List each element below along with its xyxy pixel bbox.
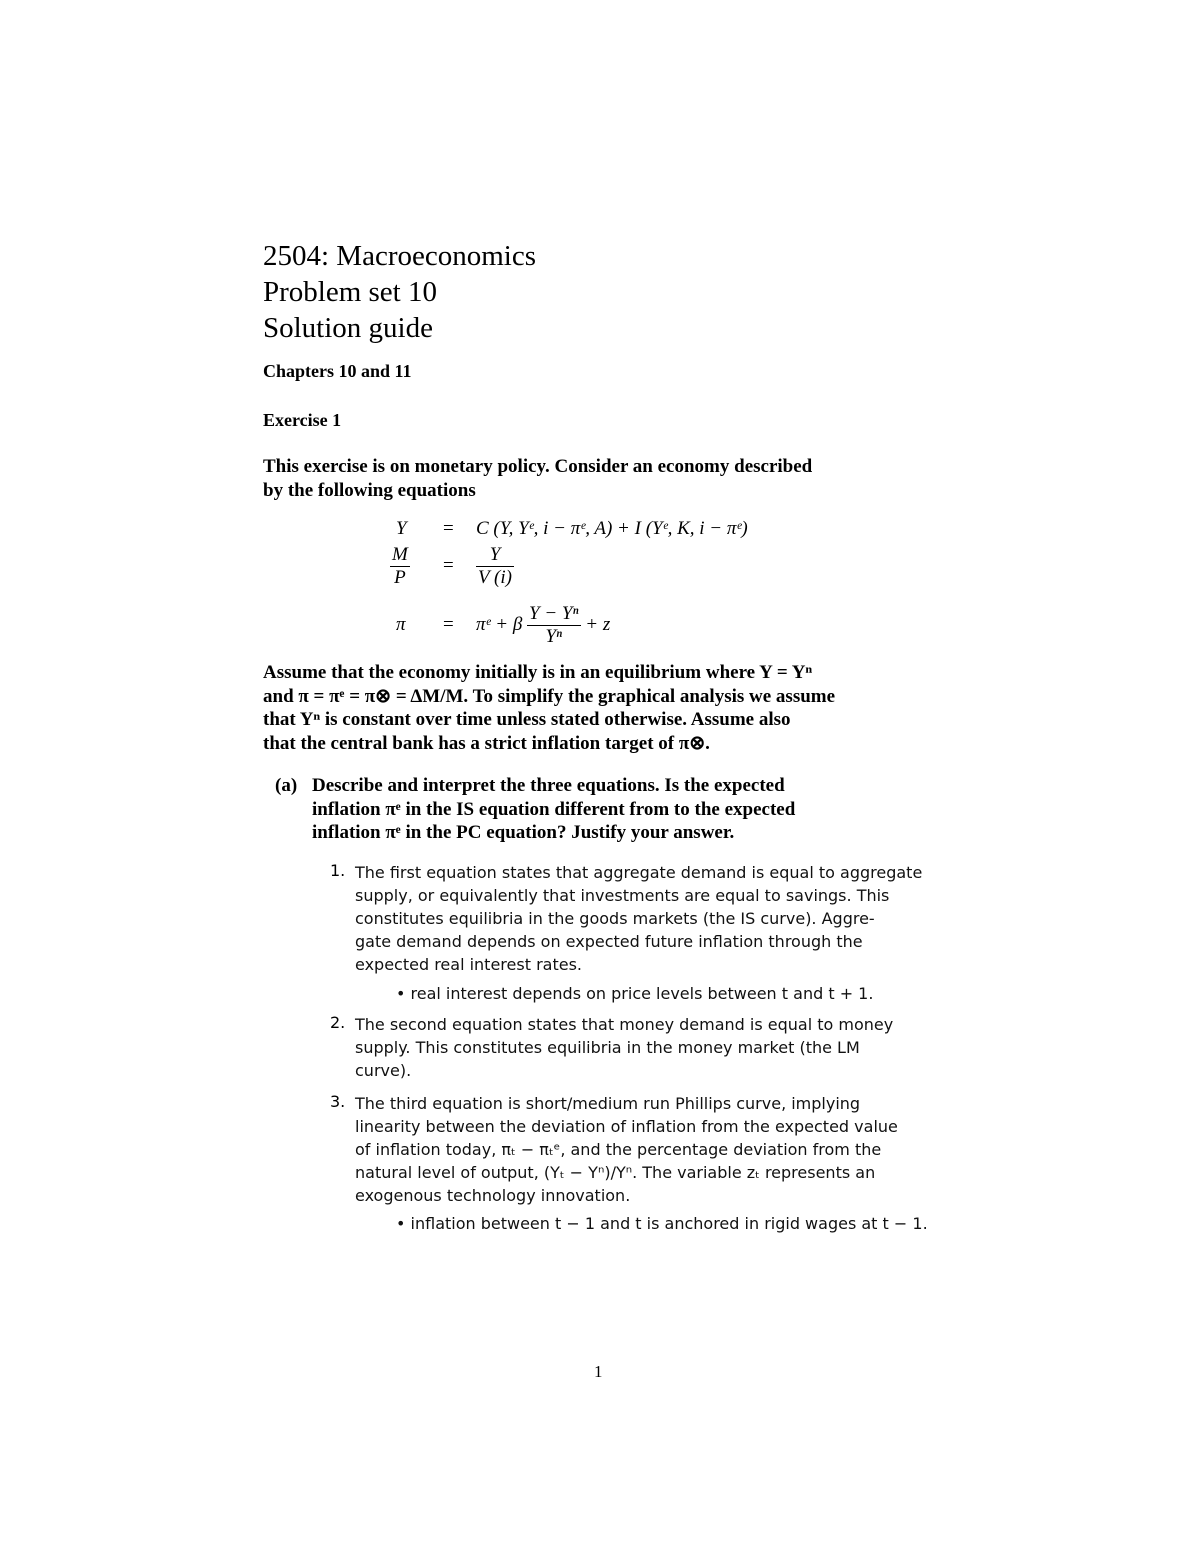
eq3-rhs-post: + z bbox=[585, 613, 611, 635]
eq1-equals: = bbox=[443, 518, 454, 539]
answer-line: expected real interest rates. bbox=[355, 955, 582, 974]
answer-line: linearity between the deviation of inflation from the expected value bbox=[355, 1117, 898, 1136]
course-title: 2504: Macroeconomics bbox=[263, 240, 537, 272]
assumption-paragraph bbox=[263, 661, 936, 755]
eq1-rhs: C (Y, Yᵉ, i − πᵉ, A) + I (Yᵉ, K, i − πᵉ) bbox=[476, 518, 748, 539]
intro-paragraph bbox=[263, 455, 936, 502]
assumption-line: that the central bank has a strict inflation target of π⊗. bbox=[263, 732, 710, 754]
answer-line: constitutes equilibria in the goods markets (the IS curve). Aggre- bbox=[355, 909, 875, 928]
eq3-rhs-den: Yⁿ bbox=[545, 626, 563, 647]
answer-line: natural level of output, (Yₜ − Yⁿ)/Yⁿ. The variable zₜ represents an bbox=[355, 1163, 876, 1182]
answer-line: The second equation states that money demand is equal to money bbox=[355, 1015, 894, 1034]
eq3-rhs bbox=[476, 603, 610, 648]
assumption-line: Assume that the economy initially is in an equilibrium where Y = Yⁿ bbox=[263, 662, 813, 683]
eq3-rhs-pre: πᵉ + β bbox=[476, 613, 523, 635]
answer-item-3 bbox=[355, 1092, 937, 1207]
answer-item-3-bullet: • inflation between t − 1 and t is anchored in rigid wages at t − 1. bbox=[396, 1214, 928, 1233]
answer-item-number: 1. bbox=[330, 861, 346, 880]
answer-line: of inflation today, πₜ − πₜᵉ, and the percentage deviation from the bbox=[355, 1140, 882, 1159]
answer-item-number: 2. bbox=[330, 1013, 346, 1032]
answer-line: curve). bbox=[355, 1061, 412, 1080]
answer-item-1-bullet: • real interest depends on price levels between t and t + 1. bbox=[396, 984, 874, 1003]
eq1-lhs: Y bbox=[396, 518, 407, 539]
eq2-rhs bbox=[476, 544, 514, 589]
question-a-label: (a) bbox=[275, 775, 298, 796]
eq3-equals: = bbox=[443, 614, 454, 635]
page-number: 1 bbox=[594, 1362, 603, 1381]
eq2-lhs-den: P bbox=[394, 567, 406, 588]
answer-line: The third equation is short/medium run Phillips curve, implying bbox=[355, 1094, 861, 1113]
eq2-lhs bbox=[390, 544, 410, 589]
eq2-equals: = bbox=[443, 555, 454, 576]
eq3-rhs-fraction bbox=[527, 603, 580, 648]
eq3-rhs-num: Y − Yⁿ bbox=[529, 603, 579, 624]
answer-line: gate demand depends on expected future inflation through the bbox=[355, 932, 863, 951]
answer-line: The first equation states that aggregate demand is equal to aggregate bbox=[355, 863, 923, 882]
chapters-heading: Chapters 10 and 11 bbox=[263, 361, 412, 381]
eq2-rhs-den: V (i) bbox=[478, 567, 512, 588]
title-block bbox=[263, 238, 536, 346]
question-line: inflation πᵉ in the IS equation different from to the expected bbox=[312, 798, 796, 820]
assumption-line: and π = πᵉ = π⊗ = ΔM/M. To simplify the graphical analysis we assume bbox=[263, 685, 836, 707]
question-line: Describe and interpret the three equations. Is the expected bbox=[312, 775, 785, 796]
question-a-text bbox=[312, 774, 937, 845]
answer-item-number: 3. bbox=[330, 1092, 346, 1111]
assumption-line: that Yⁿ is constant over time unless stated otherwise. Assume also bbox=[263, 709, 791, 730]
solution-guide-title: Solution guide bbox=[263, 312, 433, 344]
exercise-heading: Exercise 1 bbox=[263, 410, 342, 430]
eq2-rhs-num: Y bbox=[476, 544, 514, 567]
answer-item-2 bbox=[355, 1013, 937, 1082]
question-line: inflation πᵉ in the PC equation? Justify your answer. bbox=[312, 822, 735, 843]
answer-line: exogenous technology innovation. bbox=[355, 1186, 631, 1205]
answer-line: supply. This constitutes equilibria in the money market (the LM bbox=[355, 1038, 860, 1057]
answer-line: supply, or equivalently that investments are equal to savings. This bbox=[355, 886, 890, 905]
problem-set-title: Problem set 10 bbox=[263, 276, 437, 308]
intro-line: by the following equations bbox=[263, 479, 476, 501]
eq3-lhs: π bbox=[396, 614, 406, 635]
intro-line: This exercise is on monetary policy. Consider an economy described bbox=[263, 456, 813, 477]
answer-item-1 bbox=[355, 861, 937, 976]
eq2-lhs-fraction bbox=[390, 544, 410, 589]
eq2-rhs-fraction bbox=[476, 544, 514, 589]
eq2-lhs-num: M bbox=[392, 544, 408, 565]
